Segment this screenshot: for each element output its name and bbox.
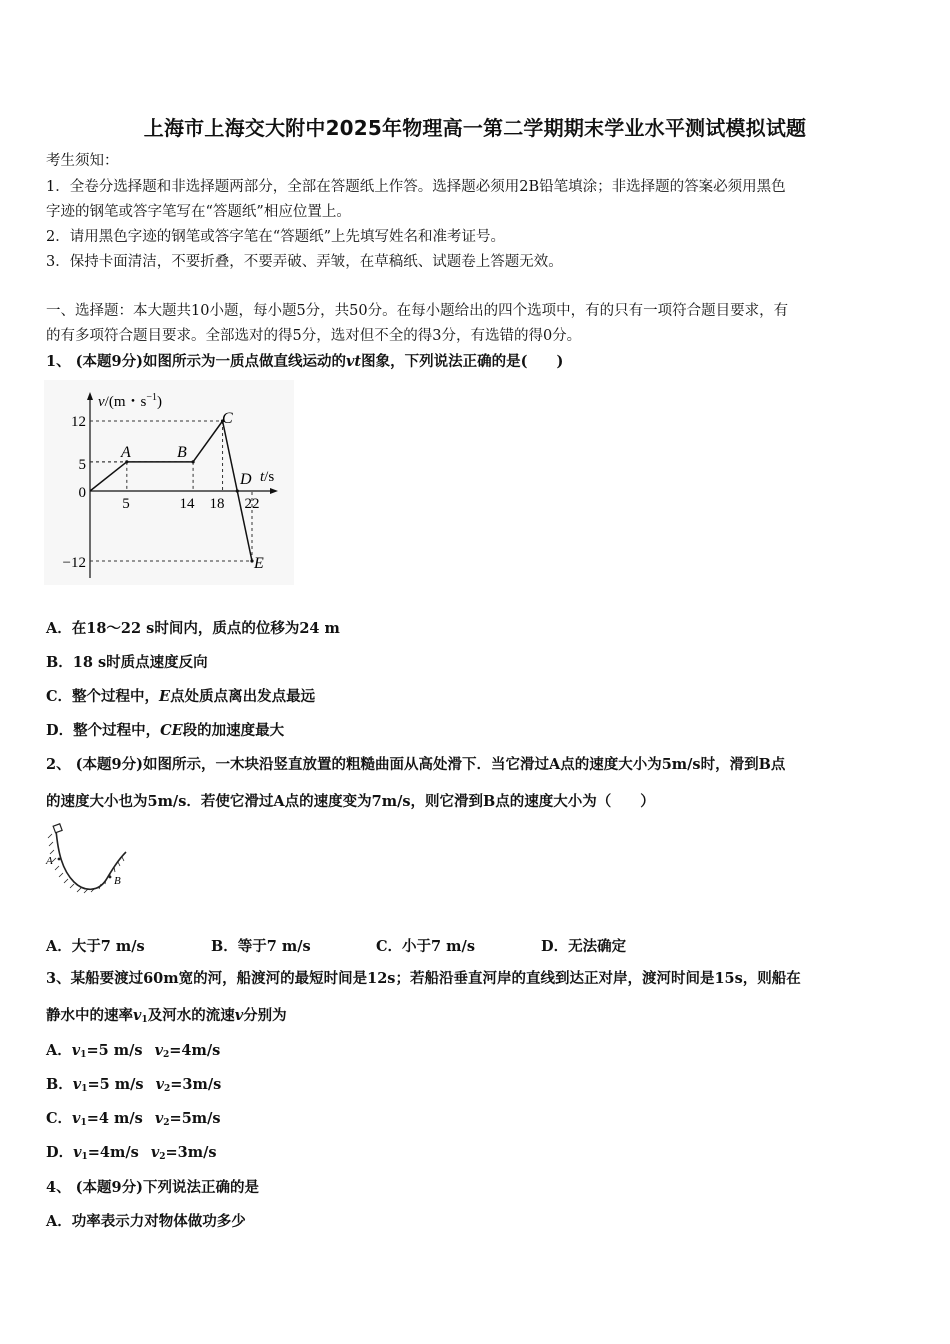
q2-option-d: D．无法确定	[541, 938, 627, 955]
notice-line-1a: 1．全卷分选择题和非选择题两部分，全部在答题纸上作答。选择题必须用2B铅笔填涂；非选择题的答案必须用黑色	[46, 179, 786, 195]
q1-stem	[46, 352, 916, 372]
q3-option-v2-var: v	[150, 1144, 160, 1161]
q1-option-d-var: CE	[160, 722, 183, 739]
q3-option-v1-value: =5 m/s	[87, 1076, 144, 1093]
q3-option-v1-var: v	[71, 1042, 81, 1059]
q3-stem-line-2	[46, 1006, 916, 1030]
ytick-5: 5	[78, 457, 86, 473]
q1-stem-var: vt	[345, 353, 362, 370]
q3-stem-line-1: 3、某船要渡过60m宽的河，船渡河的最短时间是12s；若船沿垂直河岸的直线到达正对岸，渡河时间是15s，则船在	[46, 970, 801, 987]
q3-option-v1-value: =5 m/s	[86, 1042, 143, 1059]
q2-option-a: A．大于7 m/s	[46, 938, 145, 955]
q4-option-a: A．功率表示力对物体做功多少	[46, 1213, 246, 1230]
q2-stem-line-1: 2、 (本题9分)如图所示，一木块沿竖直放置的粗糙曲面从高处滑下．当它滑过A点的速度大小为5m/s时，滑到B点	[46, 756, 786, 773]
q1-option-a: A．在18～22 s时间内，质点的位移为24 m	[46, 620, 340, 637]
fig-label-b: B	[114, 875, 121, 887]
q3-option-v2-sub: 2	[163, 1050, 170, 1060]
q3-option-v1-var: v	[73, 1144, 82, 1161]
xtick-18: 18	[209, 496, 225, 512]
q3-line2-mid: 及河水的流速	[147, 1007, 235, 1024]
q1-option-d-pre: D．整个过程中，	[46, 722, 161, 739]
q3-option-v2-value: =4m/s	[169, 1042, 221, 1059]
q4-stem: 4、 (本题9分)下列说法正确的是	[46, 1179, 259, 1196]
vt-point-b	[191, 460, 194, 463]
xtick-22: 22	[244, 496, 260, 512]
q3-line2-v1: v	[133, 1007, 142, 1024]
q2-option-c: C．小于7 m/s	[376, 938, 475, 955]
q1-stem-prefix: 1、 (本题9分)如图所示为一质点做直线运动的	[46, 353, 346, 370]
q3-option-v1-var: v	[72, 1110, 81, 1127]
origin-label: 0	[78, 485, 86, 501]
point-a-dot	[58, 858, 61, 861]
ytick-neg12: −12	[62, 555, 86, 571]
point-label-e: E	[254, 555, 264, 572]
curved-surface-figure	[44, 822, 134, 902]
q3-option-c	[46, 1109, 916, 1133]
q1-option-c	[46, 687, 916, 707]
q1-option-c-var: E	[159, 688, 171, 705]
point-label-b: B	[177, 444, 187, 461]
q3-line2-v: v	[234, 1007, 244, 1024]
q3-option-v1-sub: 1	[80, 1050, 87, 1060]
q3-option-b	[46, 1075, 916, 1099]
q3-option-v1-sub: 1	[80, 1118, 87, 1128]
q3-option-v1-sub: 1	[81, 1084, 88, 1094]
q3-option-v2-sub: 2	[163, 1118, 170, 1128]
y-label-unit: /(m・s	[104, 394, 147, 410]
fig-label-a: A	[46, 855, 53, 867]
q3-line2-sub1: 1	[141, 1015, 148, 1025]
q3-option-letter: B．	[46, 1076, 73, 1093]
point-label-c: C	[222, 410, 233, 427]
wood-block	[53, 824, 62, 833]
q3-line2-pre: 静水中的速率	[46, 1007, 133, 1024]
x-label-t: t	[260, 469, 265, 485]
q1-option-b: B．18 s时质点速度反向	[46, 654, 208, 671]
point-label-d: D	[240, 471, 252, 488]
surface-hatching	[48, 834, 124, 893]
q3-option-letter: D．	[46, 1144, 74, 1161]
q3-option-v1-value: =4m/s	[87, 1144, 139, 1161]
y-label-v: v	[98, 394, 105, 410]
notice-heading: 考生须知：	[46, 153, 119, 169]
q1-option-d-post: 段的加速度最大	[182, 722, 285, 739]
q3-option-v1-var: v	[72, 1076, 82, 1093]
q3-option-d	[46, 1143, 916, 1167]
section-line-2: 的有多项符合题目要求。全部选对的得5分，选对但不全的得3分，有选错的得0分。	[46, 328, 582, 344]
xtick-14: 14	[179, 496, 195, 512]
q3-option-v2-sub: 2	[164, 1084, 171, 1094]
q3-option-letter: C．	[46, 1110, 73, 1127]
x-axis-label	[260, 469, 274, 485]
q3-option-v2-value: =3m/s	[165, 1144, 217, 1161]
x-label-unit: /s	[264, 469, 275, 485]
page-title: 上海市上海交大附中2025年物理高一第二学期期末学业水平测试模拟试题	[143, 116, 807, 140]
point-label-a: A	[121, 444, 131, 461]
q3-option-v2-var: v	[154, 1042, 163, 1059]
section-line-1: 一、选择题：本大题共10小题，每小题5分，共50分。在每小题给出的四个选项中，有的只有一项符合题目要求，有	[46, 303, 789, 319]
notice-line-3: 3．保持卡面清洁，不要折叠，不要弄破、弄皱，在草稿纸、试题卷上答题无效。	[46, 254, 563, 270]
q3-line2-post: 分别为	[243, 1007, 287, 1024]
q1-option-d	[46, 721, 916, 741]
q3-option-v2-value: =3m/s	[170, 1076, 222, 1093]
q3-option-v1-sub: 1	[81, 1152, 88, 1162]
q3-option-v2-var: v	[155, 1076, 164, 1093]
q3-option-a	[46, 1041, 916, 1065]
y-label-exp: −1	[146, 392, 157, 403]
vt-point-d	[236, 489, 239, 492]
xtick-5: 5	[122, 496, 130, 512]
vt-graph	[44, 380, 294, 585]
q3-option-letter: A．	[46, 1042, 72, 1059]
ytick-12: 12	[71, 414, 86, 430]
notice-line-1b: 字迹的钢笔或答字笔写在“答题纸”相应位置上。	[46, 204, 351, 220]
q2-stem-line-2: 的速度大小也为5m/s．若使它滑过A点的速度变为7m/s，则它滑到B点的速度大小为（ ）	[46, 793, 655, 810]
q3-option-v2-var: v	[154, 1110, 164, 1127]
q3-option-v2-value: =5m/s	[169, 1110, 221, 1127]
notice-line-2: 2．请用黑色字迹的钢笔或答字笔在“答题纸”上先填写姓名和准考证号。	[46, 229, 506, 245]
q2-option-b: B．等于7 m/s	[211, 938, 311, 955]
q1-option-c-pre: C．整个过程中，	[46, 688, 160, 705]
q1-stem-suffix: 图象，下列说法正确的是( )	[361, 353, 564, 370]
point-b-dot	[109, 876, 112, 879]
y-label-close: )	[156, 394, 162, 410]
q3-option-v1-value: =4 m/s	[86, 1110, 143, 1127]
q1-option-c-post: 点处质点离出发点最远	[170, 688, 316, 705]
q3-option-v2-sub: 2	[159, 1152, 166, 1162]
